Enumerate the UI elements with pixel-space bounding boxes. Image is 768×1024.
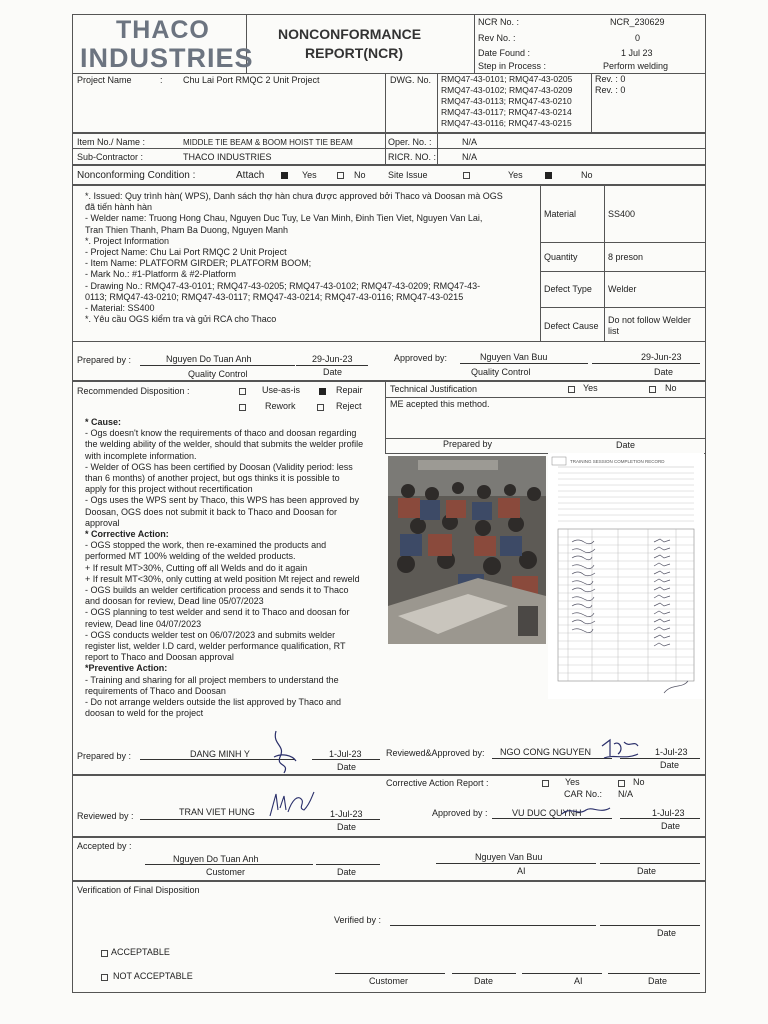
approved-date: 29-Jun-23 (641, 352, 682, 362)
rework-checkbox[interactable] (239, 404, 246, 411)
signature-line (390, 925, 596, 926)
approver-name: Nguyen Van Buu (480, 352, 548, 362)
car-yes-label: Yes (565, 777, 580, 787)
attach-no-checkbox[interactable] (337, 172, 344, 179)
description-text (85, 191, 537, 325)
item-name-label: Item No./ Name : (77, 137, 146, 147)
item-divider (385, 133, 386, 165)
date-caption: Date (637, 866, 657, 876)
car-yes-checkbox[interactable] (542, 780, 549, 787)
training-photo (388, 456, 546, 644)
ricr-no-value: N/A (462, 152, 478, 162)
side-table-rule (540, 307, 706, 308)
tech-date: Date (616, 440, 636, 450)
action-line: register list, welder I.D card, welder performance qualification, RT (85, 641, 346, 652)
header-divider (474, 14, 475, 74)
car-no-checkbox[interactable] (618, 780, 625, 787)
attach-label: Attach (236, 170, 265, 181)
project-divider (385, 73, 386, 133)
date-caption: Date (337, 867, 357, 877)
rework-label: Rework (265, 401, 296, 411)
dwg-no-label: DWG. No. (390, 75, 432, 85)
action-line: report to Thaco and Doosan approval (85, 652, 234, 663)
company-logo-line1: THACO (116, 16, 210, 44)
action-line: - Ogs doesn't know the requirements of thaco and doosan regarding (85, 428, 357, 439)
dwg-rev: Rev. : 0 (595, 74, 626, 84)
action-line: than 6 months) of another project, but ogs thinks it is possible to (85, 473, 340, 484)
defect-type-value: Welder (608, 284, 637, 294)
site-issue-no-checkbox[interactable] (545, 172, 552, 179)
material-value: SS400 (608, 209, 636, 219)
date-caption: Date (337, 762, 357, 772)
reviewed-date: 1-Jul-23 (330, 809, 363, 819)
action-heading: *Preventive Action: (85, 663, 168, 674)
ncr-no-value: NCR_230629 (610, 17, 665, 27)
oper-no-label: Oper. No. : (388, 137, 432, 147)
action-line: requirements of Thaco and Doosan (85, 685, 226, 696)
signature-line (452, 973, 516, 974)
action-line: - Ogs uses the WPS sent by Thaco, this WPS has been approved by (85, 495, 359, 506)
customer-caption: Customer (206, 867, 246, 877)
disposition-label: Recommended Disposition : (77, 386, 190, 396)
date-caption: Date (660, 760, 680, 770)
approved-by-label: Approved by : (432, 808, 488, 818)
reviewer-name: TRAN VIET HUNG (179, 807, 255, 817)
date-caption: Date (661, 821, 681, 831)
dwg-rev: Rev. : 0 (595, 85, 626, 95)
car-no-field-label: CAR No.: (564, 789, 603, 799)
date-caption: Date (654, 367, 674, 377)
dwg-no-line: RMQ47-43-0101; RMQ47-43-0205 (441, 74, 573, 84)
reviewed-approved-label: Reviewed&Approved by: (386, 748, 485, 758)
date-caption: Date (474, 976, 494, 986)
customer-caption: Customer (369, 976, 409, 986)
accepter-name: Nguyen Do Tuan Anh (173, 854, 259, 864)
action-line: - Welder of OGS has been certified by Doosan (Validity period: less (85, 461, 353, 472)
site-issue-no-label: No (581, 170, 593, 180)
signature-line (436, 863, 596, 864)
action-line: + If result MT<30%, only cutting at weld position Mt reject and reweld (85, 573, 360, 584)
description-rule (72, 341, 706, 342)
not-acceptable-checkbox[interactable] (101, 974, 108, 981)
project-name-label: Project Name (77, 75, 132, 85)
action-heading: * Corrective Action: (85, 529, 169, 540)
reviewer-signature (268, 790, 316, 820)
approver-signature (560, 804, 612, 818)
description-line: Tran Thien Thanh, Pham Ba Duong, Nguyen Manh (85, 224, 288, 235)
attach-no-label: No (354, 170, 366, 180)
action-line: - Do not arrange welders outside the list approved by Thaco and (85, 697, 341, 708)
site-issue-yes-checkbox[interactable] (463, 172, 470, 179)
oper-no-value: N/A (462, 137, 478, 147)
car-label: Corrective Action Report : (386, 778, 489, 788)
signature-line (608, 973, 700, 974)
dwg-no-line: RMQ47-43-0113; RMQ47-43-0210 (441, 96, 572, 106)
prepared-date: 1-Jul-23 (329, 749, 362, 759)
action-line: performed MT 100% welding of the welded products. (85, 551, 296, 562)
reject-label: Reject (336, 401, 362, 411)
action-line: - Training and sharing for all project members to understand the (85, 674, 339, 685)
action-text (85, 417, 385, 719)
training-record-sheet (548, 453, 704, 699)
acceptable-label: ACCEPTABLE (111, 947, 170, 957)
item-divider (72, 148, 706, 149)
prepared-by-label: Prepared by : (77, 751, 132, 761)
reviewed-date: 1-Jul-23 (655, 747, 688, 757)
accepted-by-label: Accepted by : (77, 841, 132, 851)
signature-line (620, 758, 700, 759)
step-label: Step in Process : (478, 61, 547, 71)
ricr-no-label: RICR. NO. : (388, 152, 437, 162)
action-heading: * Cause: (85, 417, 122, 427)
item-divider (437, 133, 438, 165)
approved-date: 1-Jul-23 (652, 808, 685, 818)
tech-no-checkbox[interactable] (649, 386, 656, 393)
item-name-value: MIDDLE TIE BEAM & BOOM HOIST TIE BEAM (183, 138, 353, 147)
tech-yes-checkbox[interactable] (568, 386, 575, 393)
description-line: - Mark No.: #1-Platform & #2-Platform (85, 269, 237, 280)
repair-label: Repair (336, 385, 363, 395)
date-caption: Date (323, 367, 343, 377)
description-line: đã tiến hành hàn (85, 202, 153, 213)
step-value: Perform welding (603, 61, 669, 71)
ncr-no-label: NCR No. : (478, 17, 520, 27)
repair-checkbox[interactable] (319, 388, 326, 395)
description-line: - Drawing No.: RMQ47-43-0101; RMQ47-43-0205; RMQ47-43-0102; RMQ47-43-0209; RMQ47-43- (85, 280, 481, 291)
ai-caption: AI (574, 976, 583, 986)
accepted-frame (72, 837, 706, 881)
accepter-name-2: Nguyen Van Buu (475, 852, 543, 862)
disposition-rule (385, 397, 706, 398)
tech-no-label: No (665, 383, 677, 393)
sub-contractor-value: THACO INDUSTRIES (183, 152, 272, 162)
action-line: - OGS planning to test welder and send it to Thaco and doosan for (85, 607, 350, 618)
company-logo-line2: INDUSTRIES (80, 43, 254, 73)
action-line: - OGS conducts welder test on 06/07/2023 and submits welder (85, 629, 336, 640)
project-name-colon: : (160, 75, 163, 85)
project-name-value: Chu Lai Port RMQC 2 Unit Project (183, 75, 320, 85)
preparer-dept: Quality Control (188, 369, 248, 379)
action-line: and doosan for review, Dead line 05/07/2023 (85, 596, 264, 607)
verified-by-label: Verified by : (334, 915, 382, 925)
description-line: - Item Name: PLATFORM GIRDER; PLATFORM BOOM; (85, 258, 312, 269)
side-table-divider (540, 185, 541, 341)
tech-justification-label: Technical Justification (390, 384, 478, 394)
use-as-is-label: Use-as-is (262, 385, 301, 395)
not-acceptable-label: NOT ACCEPTABLE (113, 971, 193, 981)
report-title-line2: REPORT(NCR) (305, 45, 403, 61)
signature-line (145, 864, 313, 865)
condition-label: Nonconforming Condition : (77, 170, 196, 181)
verification-label: Verification of Final Disposition (77, 885, 200, 895)
preparer-name: Nguyen Do Tuan Anh (166, 354, 252, 364)
material-label: Material (544, 209, 577, 219)
date-found-label: Date Found : (478, 48, 531, 58)
signature-line (335, 973, 445, 974)
signature-line (592, 363, 700, 364)
tech-yes-label: Yes (583, 383, 598, 393)
ai-caption: AI (517, 866, 526, 876)
quantity-label: Quantity (544, 252, 578, 262)
acceptable-checkbox[interactable] (101, 950, 108, 957)
description-line: 0113; RMQ47-43-0210; RMQ47-43-0117; RMQ47-43-0214; RMQ47-43-0116; RMQ47-43-0215 (85, 291, 464, 302)
signature-line (296, 365, 368, 366)
approver-name: VU DUC QUYNH (512, 808, 582, 818)
prepared-date: 29-Jun-23 (312, 354, 353, 364)
reject-checkbox[interactable] (317, 404, 324, 411)
dwg-no-line: RMQ47-43-0116; RMQ47-43-0215 (441, 118, 572, 128)
action-line: apply for this project without recertification (85, 484, 253, 495)
approved-by-label: Approved by: (394, 353, 448, 363)
quantity-value: 8 preson (608, 252, 644, 262)
preparer-name: DANG MINH Y (190, 749, 250, 759)
description-line: *. Project Information (85, 235, 170, 246)
signature-line (600, 863, 700, 864)
action-line: - OGS builds an welder certification process and sends it to Thaco (85, 585, 349, 596)
rev-no-label: Rev No. : (478, 33, 516, 43)
description-line: *. Issued: Quy trình hàn( WPS), Danh sách thợ hàn chưa được approved bởi Thaco và Doosan mà OGS (85, 191, 503, 201)
date-caption: Date (337, 822, 357, 832)
attach-yes-label: Yes (302, 170, 317, 180)
action-line: doosan to weld for the project (85, 708, 204, 719)
action-line: approval (85, 517, 120, 528)
car-no-label: No (633, 777, 645, 787)
dwg-no-line: RMQ47-43-0117; RMQ47-43-0214 (441, 107, 572, 117)
dwg-no-line: RMQ47-43-0102; RMQ47-43-0209 (441, 85, 573, 95)
attach-yes-checkbox[interactable] (281, 172, 288, 179)
sub-contractor-label: Sub-Contractor : (77, 152, 144, 162)
description-line: *. Yêu cầu OGS kiểm tra và gửi RCA cho Thaco (85, 314, 277, 325)
tech-prepared-by: Prepared by (443, 439, 493, 449)
side-table-rule (540, 242, 706, 243)
prepared-by-label: Prepared by : (77, 355, 132, 365)
approver-dept: Quality Control (471, 367, 531, 377)
action-line: review, Dead line 04/07/2023 (85, 618, 202, 629)
disposition-divider (385, 381, 386, 453)
record-title: TRAINING SESSION COMPLETION RECORD (570, 459, 665, 464)
project-divider (437, 73, 438, 133)
action-line: Doosan, OGS does not submit it back to Thaco and Doosan for (85, 506, 337, 517)
preparer-signature (270, 727, 300, 777)
reviewer-name: NGO CONG NGUYEN (500, 747, 592, 757)
car-no-value: N/A (618, 789, 634, 799)
signature-line (492, 758, 612, 759)
defect-cause-label: Defect Cause (544, 321, 599, 331)
description-line: - Project Name: Chu Lai Port RMQC 2 Unit Project (85, 247, 287, 258)
use-as-is-checkbox[interactable] (239, 388, 246, 395)
defect-cause-value: Do not follow Welder list (608, 315, 691, 337)
action-line: - OGS stopped the work, then re-examined the products and (85, 540, 327, 551)
rev-no-value: 0 (635, 33, 641, 43)
reviewed-by-label: Reviewed by : (77, 811, 134, 821)
date-found-value: 1 Jul 23 (621, 48, 653, 58)
date-caption: Date (648, 976, 668, 986)
site-issue-yes-label: Yes (508, 170, 523, 180)
signature-line (140, 365, 295, 366)
action-line: with incomplete information. (85, 450, 197, 461)
action-line: + If result MT>30%, Cutting off all Welds and do it again (85, 562, 308, 573)
date-caption: Date (657, 928, 677, 938)
side-table-divider (604, 185, 605, 341)
signature-line (460, 363, 588, 364)
disposition-rule (385, 438, 706, 439)
description-line: - Welder name: Truong Hong Chau, Nguyen Duc Tuy, Le Van Minh, Đinh Tien Viet, Nguyen Van Lai, (85, 213, 483, 224)
defect-type-label: Defect Type (544, 284, 592, 294)
report-title-line1: NONCONFORMANCE (278, 26, 422, 42)
tech-justification-text: ME acepted this method. (390, 399, 490, 409)
action-line: the welding ability of the welder, should that submits the welder profile (85, 439, 364, 450)
signature-line (600, 925, 700, 926)
project-divider (591, 73, 592, 133)
side-table-rule (540, 271, 706, 272)
description-line: - Material: SS400 (85, 303, 155, 314)
signature-line (316, 864, 380, 865)
site-issue-label: Site Issue (388, 170, 428, 180)
signature-line (522, 973, 602, 974)
